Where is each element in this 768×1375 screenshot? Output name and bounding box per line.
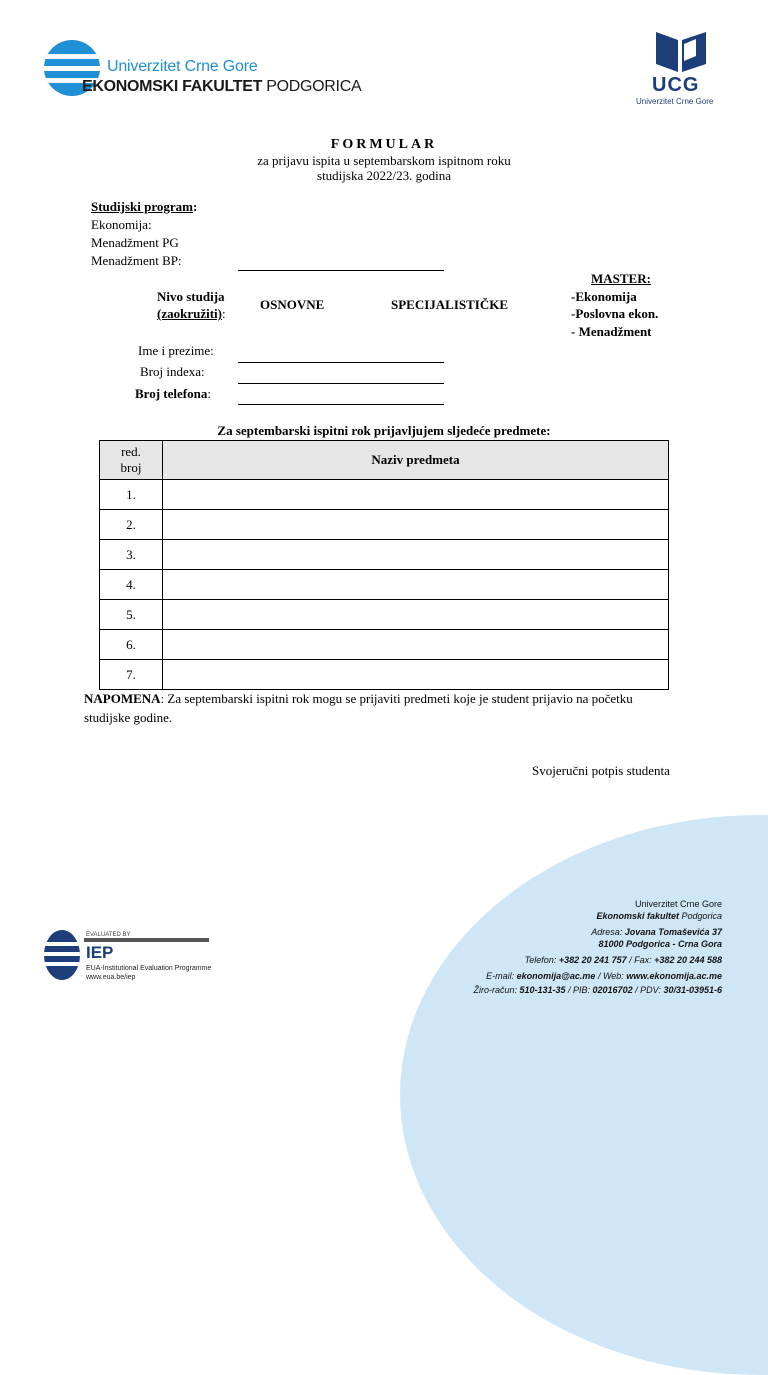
- level-option-specijalisticke[interactable]: SPECIJALISTIČKE: [391, 297, 509, 312]
- subject-cell[interactable]: [163, 540, 669, 570]
- footer-email: E-mail: ekonomija@ac.me / Web: www.ekonomija.ac.me: [486, 971, 722, 981]
- subject-cell[interactable]: [163, 600, 669, 630]
- iep-full: EUA-Institutional Evaluation Programme: [86, 965, 212, 972]
- footer-faculty: Ekonomski fakultet Podgorica: [596, 911, 722, 921]
- footer-address: [402, 898, 722, 996]
- subjects-table: [99, 440, 669, 690]
- master-item-poslovna[interactable]: -Poslovna ekon.: [571, 306, 659, 321]
- row-number: 3.: [100, 540, 163, 570]
- name-label: Ime i prezime:: [138, 343, 214, 358]
- phone-input-line[interactable]: [238, 404, 444, 405]
- table-row: [100, 630, 669, 660]
- table-row: [100, 510, 669, 540]
- ucg-full-name: Univerzitet Crne Gore: [636, 97, 714, 106]
- subjects-intro: Za septembarski ispitni rok prijavljujem sljedeće predmete:: [217, 423, 551, 438]
- level-option-osnovne[interactable]: OSNOVNE: [260, 297, 325, 312]
- level-hint: (zaokružiti):: [157, 306, 226, 321]
- table-row: [100, 540, 669, 570]
- program-label: Studijski program:: [91, 199, 198, 214]
- subject-cell[interactable]: [163, 570, 669, 600]
- phone-label: Broj telefona:: [135, 386, 211, 401]
- subject-cell[interactable]: [163, 660, 669, 690]
- row-number: 1.: [100, 480, 163, 510]
- table-header: [100, 441, 669, 480]
- program-item-menadzment-pg: Menadžment PG: [91, 235, 179, 250]
- iep-logo: [44, 930, 214, 990]
- ucg-abbr: UCG: [652, 74, 700, 96]
- faculty-logo: [44, 40, 362, 100]
- index-input-line[interactable]: [238, 383, 444, 384]
- iep-url: www.eua.be/iep: [86, 974, 136, 981]
- row-number: 7.: [100, 660, 163, 690]
- table-row: [100, 570, 669, 600]
- iep-abbr: IEP: [86, 943, 114, 962]
- footer-giro: Žiro-račun: 510-131-35 / PIB: 02016702 / PDV: 30/31-03951-6: [473, 985, 722, 995]
- book-icon: [636, 30, 728, 74]
- iep-evaluated: EVALUATED BY: [86, 932, 131, 938]
- ucg-logo: [636, 30, 728, 108]
- form-subtitle-2: studijska 2022/23. godina: [317, 168, 451, 183]
- col-number-header: red. broj: [100, 441, 163, 480]
- master-item-ekonomija[interactable]: -Ekonomija: [571, 289, 637, 304]
- table-row: [100, 660, 669, 690]
- row-number: 6.: [100, 630, 163, 660]
- footer-street: Adresa: Jovana Tomaševića 37: [591, 927, 722, 937]
- footer-phone: Telefon: +382 20 241 757 / Fax: +382 20 244 588: [524, 955, 722, 965]
- row-number: 4.: [100, 570, 163, 600]
- form-subtitle-1: za prijavu ispita u septembarskom ispitnom roku: [257, 153, 511, 168]
- university-name: Univerzitet Crne Gore: [107, 58, 258, 75]
- row-number: 5.: [100, 600, 163, 630]
- note: NAPOMENA: Za septembarski ispitni rok mogu se prijaviti predmeti koje je student prijavio na početku: [84, 691, 633, 706]
- footer-city: 81000 Podgorica - Crna Gora: [598, 939, 722, 949]
- subject-cell[interactable]: [163, 480, 669, 510]
- faculty-name: EKONOMSKI FAKULTET PODGORICA: [82, 78, 362, 95]
- level-label: Nivo studija: [157, 289, 225, 304]
- col-subject-header: Naziv predmeta: [163, 441, 669, 480]
- program-item-ekonomija: Ekonomija:: [91, 217, 152, 232]
- subject-cell[interactable]: [163, 630, 669, 660]
- level-master-title[interactable]: MASTER:: [591, 271, 651, 286]
- iep-globe-icon: [44, 930, 80, 980]
- table-row: [100, 480, 669, 510]
- signature-label: Svojeručni potpis studenta: [532, 763, 670, 778]
- table-row: [100, 600, 669, 630]
- row-number: 2.: [100, 510, 163, 540]
- subject-cell[interactable]: [163, 510, 669, 540]
- index-label: Broj indexa:: [140, 364, 205, 379]
- name-input-line[interactable]: [238, 362, 444, 363]
- program-input-line[interactable]: [238, 270, 444, 271]
- program-item-menadzment-bp: Menadžment BP:: [91, 253, 182, 268]
- master-item-menadzment[interactable]: - Menadžment: [571, 324, 652, 339]
- form-title: FORMULAR: [330, 137, 438, 152]
- footer-univ: Univerzitet Crne Gore: [634, 899, 722, 909]
- note-continued: studijske godine.: [84, 710, 173, 725]
